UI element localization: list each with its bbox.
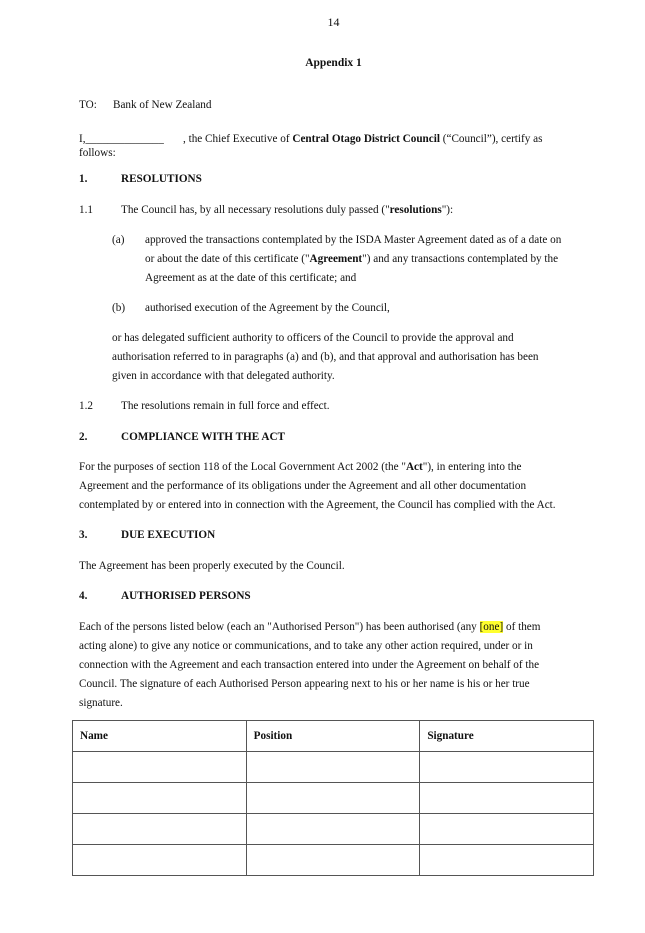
act-term: Act [405, 461, 423, 473]
certify-prefix: I, [79, 133, 86, 145]
page-number: 14 [327, 15, 340, 29]
section-2-text: For the purposes of section 118 of the Local Government Act 2002 (the "Act"), in entering into the Agreement and the performance of its obligations under the Agreement and all other documentation contemplated by or entered into in connection with the Agreement, the Council has complied with the Act. [79, 461, 556, 511]
signature-cell[interactable] [420, 814, 594, 845]
section-3-text: The Agreement has been properly executed by the Council. [79, 560, 345, 572]
name-cell[interactable] [73, 752, 247, 783]
item-a-text: approved the transactions contemplated by the ISDA Master Agreement dated as of a date on or about the date of this certificate ("Agreement") and any transactions contemplated by the Agreement as at the date of this certificate; and [145, 234, 562, 284]
section-4-text: Each of the persons listed below (each an "Authorised Person") has been authorised (any [one] of them acting alone) to give any notice or communications, and to take any other action required, under or in connection with the Agreement and each transaction entered into under the Agreement on behalf of the Council. The signature of each Authorised Person appearing next to his or her name is his or her true signature. [79, 621, 541, 709]
signature-cell[interactable] [420, 752, 594, 783]
clause-1-2-number: 1.2 [79, 400, 93, 412]
certify-blank: ______________ [85, 133, 164, 145]
section-4-heading: AUTHORISED PERSONS [121, 590, 251, 602]
delegated-authority-text: or has delegated sufficient authority to officers of the Council to provide the approval and authorisation referred to in paragraphs (a) and (b), and that approval and authorisation has been given in accordance with that delegated authority. [112, 332, 539, 382]
council-name: Central Otago District Council [292, 133, 440, 145]
clause-1-1-number: 1.1 [79, 204, 93, 216]
resolutions-term: resolutions [389, 204, 442, 216]
certify-line-2: follows: [79, 147, 116, 159]
section-1-heading: RESOLUTIONS [121, 173, 202, 185]
signature-cell[interactable] [420, 845, 594, 876]
to-line [79, 99, 212, 111]
column-header-position: Position [246, 721, 420, 752]
clause-1-2-text: The resolutions remain in full force and effect. [121, 400, 330, 412]
position-cell[interactable] [246, 814, 420, 845]
name-cell[interactable] [73, 845, 247, 876]
table-header-row [73, 721, 594, 752]
name-cell[interactable] [73, 783, 247, 814]
highlighted-one: [one] [479, 621, 504, 633]
column-header-name: Name [73, 721, 247, 752]
position-cell[interactable] [246, 752, 420, 783]
table-row [73, 783, 594, 814]
section-3-number: 3. [79, 529, 88, 541]
position-cell[interactable] [246, 783, 420, 814]
certify-line [79, 133, 588, 145]
section-2-heading: COMPLIANCE WITH THE ACT [121, 431, 286, 443]
to-label: TO: [79, 99, 97, 111]
clause-1-1-text: The Council has, by all necessary resolutions duly passed ("resolutions"): [121, 204, 454, 216]
certify-mid: , the Chief Executive of [183, 133, 290, 145]
column-header-signature: Signature [420, 721, 594, 752]
table-row [73, 845, 594, 876]
position-cell[interactable] [246, 845, 420, 876]
agreement-term: Agreement [309, 253, 363, 265]
table-row [73, 814, 594, 845]
item-b-text: authorised execution of the Agreement by the Council, [145, 302, 390, 314]
certify-suffix: (“Council”), certify as [442, 133, 543, 145]
section-4-number: 4. [79, 590, 88, 602]
to-value: Bank of New Zealand [113, 99, 212, 111]
table-row [73, 752, 594, 783]
authorised-persons-table [72, 720, 594, 876]
item-a-label: (a) [112, 234, 125, 246]
section-2-number: 2. [79, 431, 88, 443]
signature-cell[interactable] [420, 783, 594, 814]
item-b-label: (b) [112, 302, 126, 314]
section-1-number: 1. [79, 173, 88, 185]
name-cell[interactable] [73, 814, 247, 845]
section-3-heading: DUE EXECUTION [121, 529, 216, 541]
page-title: Appendix 1 [305, 57, 362, 69]
